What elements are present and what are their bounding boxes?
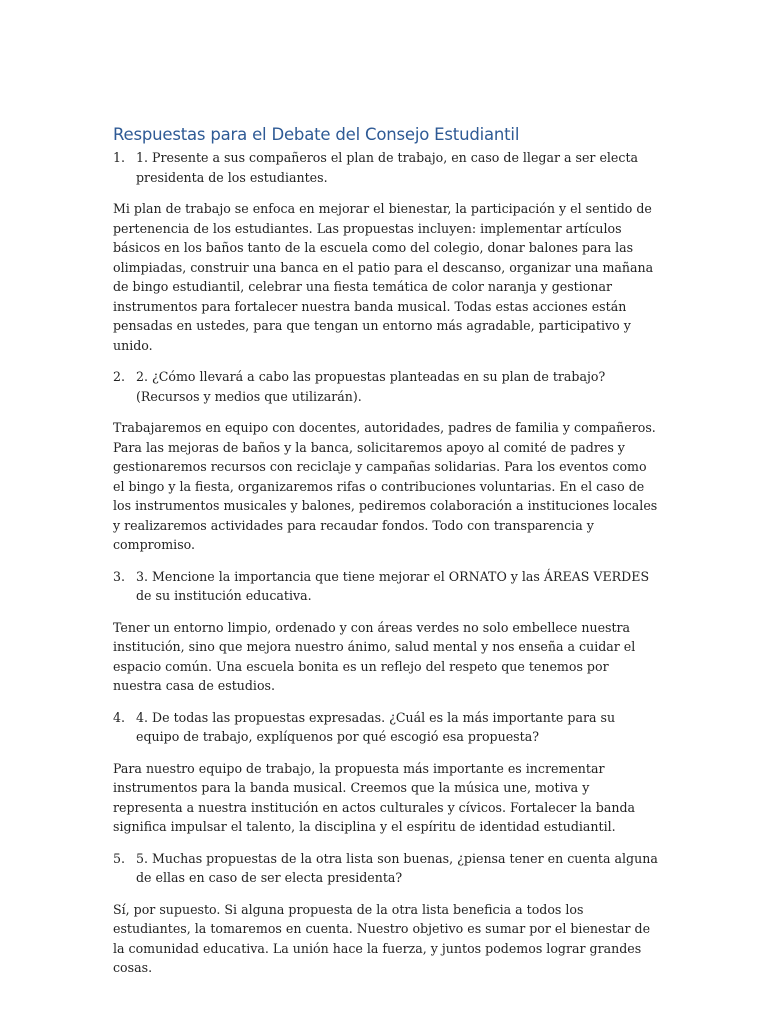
question-1: [113, 148, 658, 187]
answer-2: Trabajaremos en equipo con docentes, autoridades, padres de familia y compañeros. Para las mejoras de baños y la banca, solicitaremos apoyo al comité de padres y gestionaremos recursos con reciclaje y campañas solidarias. Para los eventos como el bingo y la fiesta, organizaremos rifas o contribuciones voluntarias. En el caso de los instrumentos musicales y balones, pediremos colaboración a instituciones locales y realizaremos actividades para recaudar fondos. Todo con transparencia y compromiso.: [113, 420, 658, 552]
answer-5: Sí, por supuesto. Si alguna propuesta de la otra lista beneficia a todos los estudiantes, la tomaremos en cuenta. Nuestro objetivo es sumar por el bienestar de la comunidad educativa. La unión hace la fuerza, y juntos podemos lograr grandes cosas.: [113, 901, 651, 975]
question-number: 1.: [113, 150, 126, 165]
question-number: 2.: [113, 369, 126, 384]
question-4: [113, 708, 658, 747]
question-2: [113, 367, 658, 406]
question-3: [113, 567, 658, 606]
document-title: Respuestas para el Debate del Consejo Estudiantil: [113, 125, 520, 144]
document-page: [113, 124, 658, 990]
answer-1: Mi plan de trabajo se enfoca en mejorar el bienestar, la participación y el sentido de pertenencia de los estudiantes. Las propuestas incluyen: implementar artículos básicos en los baños tanto de la escuela como del colegio, donar balones para las olimpiadas, construir una banca en el patio para el descanso, organizar una mañana de bingo estudiantil, celebrar una fiesta temática de color naranja y gestionar instrumentos para fortalecer nuestra banda musical. Todas estas acciones están pensadas en ustedes, para que tengan un entorno más agradable, participativo y unido.: [113, 201, 654, 353]
question-text: 1. Presente a sus compañeros el plan de trabajo, en caso de llegar a ser electa presidenta de los estudiantes.: [136, 150, 639, 185]
answer-4: Para nuestro equipo de trabajo, la propuesta más importante es incrementar instrumentos para la banda musical. Creemos que la música une, motiva y representa a nuestra institución en actos culturales y cívicos. Fortalecer la banda significa impulsar el talento, la disciplina y el espíritu de identidad estudiantil.: [113, 760, 636, 834]
question-text: 5. Muchas propuestas de la otra lista son buenas, ¿piensa tener en cuenta alguna de ellas en caso de ser electa presidenta?: [136, 850, 658, 885]
question-number: 4.: [113, 709, 126, 725]
question-number: 5.: [113, 850, 126, 866]
question-text: 4. De todas las propuestas expresadas. ¿Cuál es la más importante para su equipo de trabajo, explíquenos por qué escogió esa propuesta?: [136, 709, 616, 744]
question-text: 3. Mencione la importancia que tiene mejorar el ORNATO y las ÁREAS VERDES de su institución educativa.: [136, 568, 650, 603]
question-5: [113, 849, 658, 888]
answer-3: Tener un entorno limpio, ordenado y con áreas verdes no solo embellece nuestra institución, sino que mejora nuestro ánimo, salud mental y nos enseña a cuidar el espacio común. Una escuela bonita es un reflejo del respeto que tenemos por nuestra casa de estudios.: [113, 619, 636, 693]
question-text: 2. ¿Cómo llevará a cabo las propuestas planteadas en su plan de trabajo? (Recursos y medios que utilizarán).: [136, 369, 606, 404]
question-number: 3.: [113, 568, 126, 584]
